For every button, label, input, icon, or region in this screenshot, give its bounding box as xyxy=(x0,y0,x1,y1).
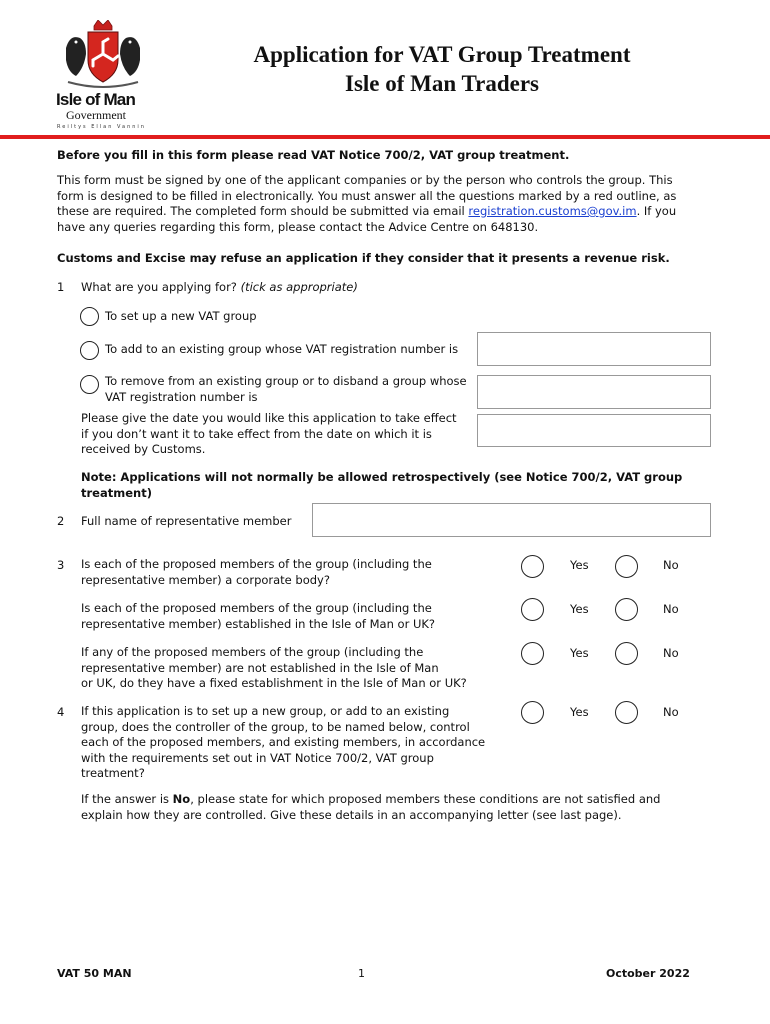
q4-question xyxy=(81,704,485,782)
representative-member-name-field[interactable] xyxy=(312,503,711,537)
intro-heading: Before you fill in this form please read VAT Notice 700/2, VAT group treatment. xyxy=(57,148,570,162)
q3-number: 3 xyxy=(57,558,65,572)
q3c-no-radio[interactable] xyxy=(615,642,638,665)
q4-number: 4 xyxy=(57,705,65,719)
add-vat-number-field[interactable] xyxy=(477,332,711,366)
q4-answer-line-1 xyxy=(81,792,660,808)
footer-date: October 2022 xyxy=(606,967,690,980)
q4-answer-instructions xyxy=(81,792,660,823)
q3c-line-1: If any of the proposed members of the group (including the xyxy=(81,645,424,659)
isle-of-man-crest xyxy=(58,20,148,92)
q3b-line-2: representative member) established in the Isle of Man or UK? xyxy=(81,616,436,631)
effective-date-label xyxy=(81,411,457,458)
q3c-question xyxy=(81,645,467,692)
q4-line-3: each of the proposed members, and existing members, in accordance xyxy=(81,735,486,749)
intro-line-3-post: . If you xyxy=(636,204,677,218)
q4-line-4: with the requirements set out in VAT Notice 700/2, VAT group xyxy=(81,750,434,765)
q4-answer-no: No xyxy=(172,792,191,806)
q4-line-1: If this application is to set up a new group, or add to an existing xyxy=(81,704,450,718)
q1-option-remove-line-2: VAT registration number is xyxy=(105,389,258,404)
q3b-no-radio[interactable] xyxy=(615,598,638,621)
q1-option-remove-radio[interactable] xyxy=(80,375,99,394)
q1-option-add-radio[interactable] xyxy=(80,341,99,360)
effective-date-line-2: if you don’t want it to take effect from the date on which it is xyxy=(81,426,432,441)
q3b-no-label: No xyxy=(663,602,679,616)
q1-question xyxy=(81,280,358,294)
q1-question-text: What are you applying for? xyxy=(81,280,237,294)
q3c-yes-label: Yes xyxy=(570,646,589,660)
q4-line-2: group, does the controller of the group, to be named below, control xyxy=(81,719,470,734)
q3b-line-1: Is each of the proposed members of the group (including the xyxy=(81,601,432,615)
q1-hint: (tick as appropriate) xyxy=(240,280,358,294)
q4-yes-label: Yes xyxy=(570,705,589,719)
page-title xyxy=(150,40,734,98)
footer-page-number: 1 xyxy=(358,967,365,980)
header-divider xyxy=(0,135,770,139)
intro-paragraph xyxy=(57,173,717,235)
q3a-yes-label: Yes xyxy=(570,558,589,572)
q4-answer-line-2: explain how they are controlled. Give these details in an accompanying letter (see last page). xyxy=(81,807,622,822)
q4-answer-pre: If the answer is xyxy=(81,792,173,806)
intro-line-2: form is designed to be filled in electronically. You must answer all the questions marked by a red outline, as xyxy=(57,188,677,203)
note-line-2: treatment) xyxy=(81,485,152,500)
q3c-line-3: or UK, do they have a fixed establishment in the Isle of Man or UK? xyxy=(81,676,467,690)
effective-date-line-3: received by Customs. xyxy=(81,442,206,456)
q1-option-remove-label xyxy=(105,374,467,405)
q3c-yes-radio[interactable] xyxy=(521,642,544,665)
q2-number: 2 xyxy=(57,514,65,528)
logo-text-manx: Reiltys Ellan Vannin xyxy=(57,124,146,130)
q3c-no-label: No xyxy=(663,646,679,660)
q4-no-radio[interactable] xyxy=(615,701,638,724)
q2-label: Full name of representative member xyxy=(81,514,292,528)
q3b-question xyxy=(81,601,435,632)
q3a-no-label: No xyxy=(663,558,679,572)
intro-line-1: This form must be signed by one of the applicant companies or by the person who controls the group. This xyxy=(57,173,673,187)
effective-date-line-1: Please give the date you would like this application to take effect xyxy=(81,411,457,425)
q3a-line-2: representative member) a corporate body? xyxy=(81,572,330,587)
q3a-yes-radio[interactable] xyxy=(521,555,544,578)
q3a-question xyxy=(81,557,432,588)
q4-line-5: treatment? xyxy=(81,766,145,780)
effective-date-field[interactable] xyxy=(477,414,711,447)
title-line-2: Isle of Man Traders xyxy=(345,71,539,96)
q3a-line-1: Is each of the proposed members of the group (including the xyxy=(81,557,432,571)
q3b-yes-radio[interactable] xyxy=(521,598,544,621)
q3b-yes-label: Yes xyxy=(570,602,589,616)
note-line-1: Note: Applications will not normally be allowed retrospectively (see Notice 700/2, VAT group xyxy=(81,470,683,484)
logo-text-isle-of-man: Isle of Man xyxy=(56,90,136,109)
q1-option-remove-line-1: To remove from an existing group or to disband a group whose xyxy=(105,374,467,388)
logo-text-government: Government xyxy=(66,108,126,122)
q3a-no-radio[interactable] xyxy=(615,555,638,578)
intro-line-4: have any queries regarding this form, please contact the Advice Centre on 648130. xyxy=(57,219,539,234)
q3c-line-2: representative member) are not established in the Isle of Man xyxy=(81,660,439,675)
q1-option-add-label: To add to an existing group whose VAT registration number is xyxy=(105,342,459,356)
q1-number: 1 xyxy=(57,280,65,294)
email-link[interactable]: registration.customs@gov.im xyxy=(468,204,637,218)
intro-line-3-pre: these are required. The completed form should be submitted via email xyxy=(57,204,469,218)
revenue-risk-warning: Customs and Excise may refuse an application if they consider that it presents a revenue risk. xyxy=(57,251,670,265)
q4-yes-radio[interactable] xyxy=(521,701,544,724)
q4-answer-post: , please state for which proposed members these conditions are not satisfied and xyxy=(190,792,661,806)
title-line-1: Application for VAT Group Treatment xyxy=(253,42,631,67)
retrospective-note xyxy=(81,470,682,501)
q1-option-new-group-label: To set up a new VAT group xyxy=(105,309,257,323)
q1-option-new-group-radio[interactable] xyxy=(80,307,99,326)
intro-line-3 xyxy=(57,204,717,220)
remove-vat-number-field[interactable] xyxy=(477,375,711,409)
q4-no-label: No xyxy=(663,705,679,719)
footer-form-code: VAT 50 MAN xyxy=(57,967,132,980)
